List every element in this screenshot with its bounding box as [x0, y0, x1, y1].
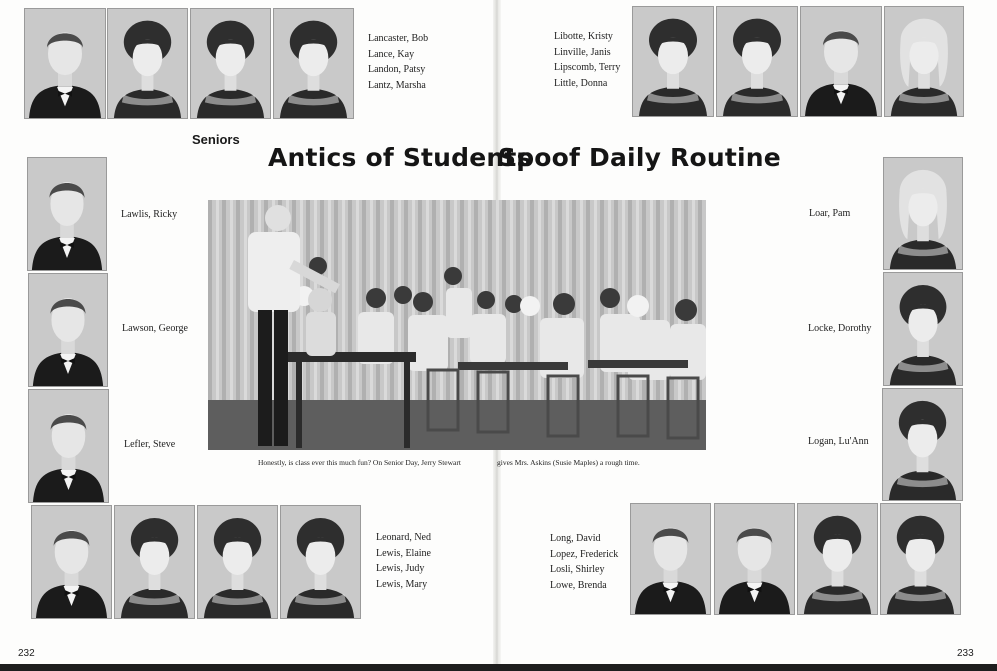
portrait-losli-shirley [797, 503, 878, 615]
portrait-long-david [630, 503, 711, 615]
name-list-top-left [368, 31, 428, 93]
page-bottom-edge [0, 664, 997, 671]
portrait-image [29, 274, 107, 386]
portrait-image [885, 7, 963, 116]
portrait-image [281, 506, 360, 618]
portrait-loar-pam [883, 157, 963, 270]
portrait-image [198, 506, 277, 618]
portrait-lewis-mary [280, 505, 361, 619]
name-locke-dorothy: Locke, Dorothy [808, 323, 872, 334]
name-entry: Lewis, Elaine [376, 547, 431, 559]
name-list-bottom-right [550, 531, 618, 593]
portrait-image [274, 9, 353, 118]
name-entry: Lantz, Marsha [368, 79, 426, 91]
portrait-image [25, 9, 105, 118]
name-entry: Long, David [550, 533, 601, 544]
portrait-lewis-elaine [114, 505, 195, 619]
portrait-landon-patsy [190, 8, 271, 119]
portrait-lawlis-ricky [27, 157, 107, 271]
name-entry: Losli, Shirley [550, 564, 605, 575]
portrait-lopez-frederick [714, 503, 795, 615]
name-lawlis-ricky: Lawlis, Ricky [121, 209, 178, 220]
name-lawson-george: Lawson, George [122, 323, 188, 334]
page-number-right: 233 [957, 648, 974, 659]
name-entry: Lewis, Mary [376, 578, 428, 590]
photo-caption-right: gives Mrs. Askins (Susie Maples) a rough time. [497, 458, 640, 467]
portrait-image [191, 9, 270, 118]
name-entry: Lance, Kay [368, 48, 415, 60]
portrait-locke-dorothy [883, 272, 963, 386]
portrait-image [884, 273, 962, 385]
portrait-image [801, 7, 881, 116]
name-entry: Libotte, Kristy [554, 31, 613, 42]
portrait-lantz-marsha [273, 8, 354, 119]
senior-day-photo [208, 200, 706, 450]
photo-caption-left: Honestly, is class ever this much fun? On Senior Day, Jerry Stewart [258, 458, 461, 467]
name-logan-luann: Logan, Lu'Ann [808, 436, 869, 447]
portrait-image [717, 7, 797, 116]
portrait-image [29, 390, 108, 502]
name-entry: Lowe, Brenda [550, 579, 607, 591]
portrait-image [631, 504, 710, 614]
section-label: Seniors [192, 132, 240, 147]
portrait-lowe-brenda [880, 503, 961, 615]
portrait-image [28, 158, 106, 270]
headline-left: Antics of Students [268, 143, 532, 172]
name-entry: Lewis, Judy [376, 563, 425, 574]
portrait-linville-janis [716, 6, 798, 117]
portrait-lawson-george [28, 273, 108, 387]
portrait-image [798, 504, 877, 614]
name-entry: Landon, Patsy [368, 64, 426, 75]
portrait-little-donna [884, 6, 964, 117]
portrait-image [108, 9, 187, 118]
name-entry: Lopez, Frederick [550, 548, 619, 560]
name-entry: Lipscomb, Terry [554, 62, 621, 73]
portrait-lewis-judy [197, 505, 278, 619]
senior-day-photo-image [208, 200, 706, 450]
portrait-lipscomb-terry [800, 6, 882, 117]
name-list-top-right [554, 29, 620, 91]
portrait-lancaster-bob [24, 8, 106, 119]
name-entry: Little, Donna [554, 77, 608, 89]
name-loar-pam: Loar, Pam [809, 208, 851, 219]
portrait-lefler-steve [28, 389, 109, 503]
portrait-image [115, 506, 194, 618]
name-entry: Lancaster, Bob [368, 33, 429, 44]
name-entry: Linville, Janis [554, 46, 611, 58]
portrait-lance-kay [107, 8, 188, 119]
portrait-image [633, 7, 713, 116]
portrait-image [881, 504, 960, 614]
name-list-bottom-left [376, 530, 431, 592]
portrait-image [883, 389, 962, 500]
portrait-logan-luann [882, 388, 963, 501]
portrait-image [884, 158, 962, 269]
name-entry: Leonard, Ned [376, 532, 431, 543]
portrait-image [715, 504, 794, 614]
headline-right: Spoof Daily Routine [498, 143, 781, 172]
name-lefler-steve: Lefler, Steve [124, 439, 176, 450]
page-number-left: 232 [18, 648, 35, 659]
portrait-leonard-ned [31, 505, 112, 619]
portrait-libotte-kristy [632, 6, 714, 117]
portrait-image [32, 506, 111, 618]
